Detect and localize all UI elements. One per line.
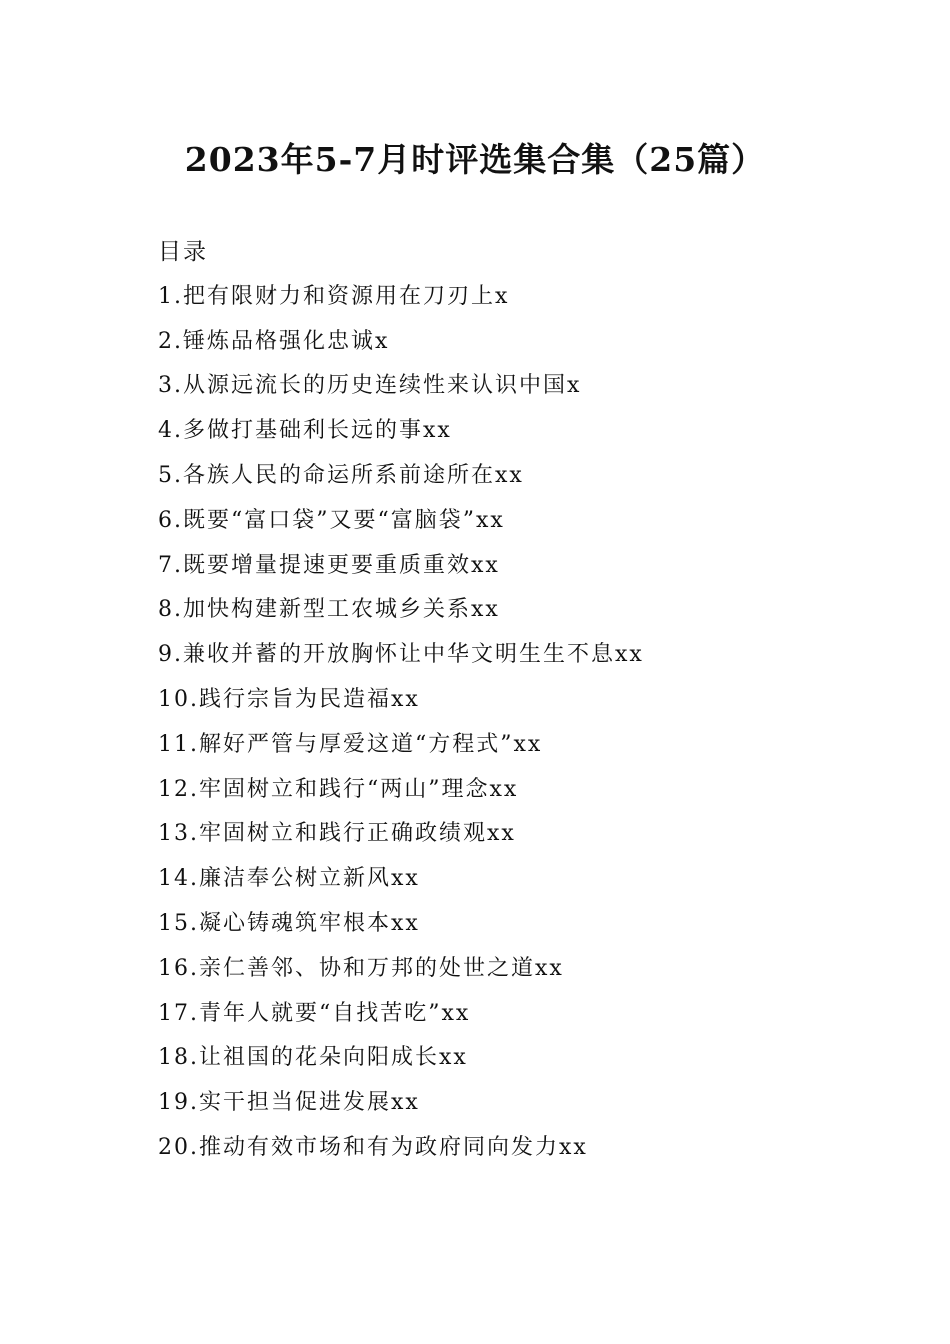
- table-of-contents: [158, 230, 858, 1171]
- toc-item: 15.凝心铸魂筑牢根本xx: [158, 910, 420, 936]
- toc-item: 8.加快构建新型工农城乡关系xx: [158, 597, 500, 623]
- toc-item: 20.推动有效市场和有为政府同向发力xx: [158, 1134, 588, 1160]
- toc-item: 3.从源远流长的历史连续性来认识中国x: [158, 373, 582, 399]
- document-title: 2023年5-7月时评选集合集（25篇）: [184, 140, 766, 179]
- toc-item: 11.解好严管与厚爱这道“方程式”xx: [158, 731, 543, 757]
- toc-item: 9.兼收并蓄的开放胸怀让中华文明生生不息xx: [158, 642, 644, 668]
- toc-item: 7.既要增量提速更要重质重效xx: [158, 552, 500, 578]
- toc-item: 12.牢固树立和践行“两山”理念xx: [158, 776, 519, 802]
- toc-item: 4.多做打基础利长远的事xx: [158, 418, 452, 444]
- toc-item: 17.青年人就要“自找苦吃”xx: [158, 1000, 471, 1026]
- toc-item: 16.亲仁善邻、协和万邦的处世之道xx: [158, 955, 564, 981]
- toc-item: 10.践行宗旨为民造福xx: [158, 686, 420, 712]
- toc-item: 19.实干担当促进发展xx: [158, 1090, 420, 1116]
- toc-item: 5.各族人民的命运所系前途所在xx: [158, 462, 524, 488]
- toc-item: 14.廉洁奉公树立新风xx: [158, 866, 420, 892]
- toc-heading: 目录: [158, 239, 208, 265]
- toc-item: 13.牢固树立和践行正确政绩观xx: [158, 821, 516, 847]
- toc-item: 6.既要“富口袋”又要“富脑袋”xx: [158, 507, 505, 533]
- toc-list: [158, 275, 858, 1171]
- toc-item: 18.让祖国的花朵向阳成长xx: [158, 1045, 468, 1071]
- toc-item: 1.把有限财力和资源用在刀刃上x: [158, 283, 510, 309]
- toc-item: 2.锤炼品格强化忠诚x: [158, 328, 390, 354]
